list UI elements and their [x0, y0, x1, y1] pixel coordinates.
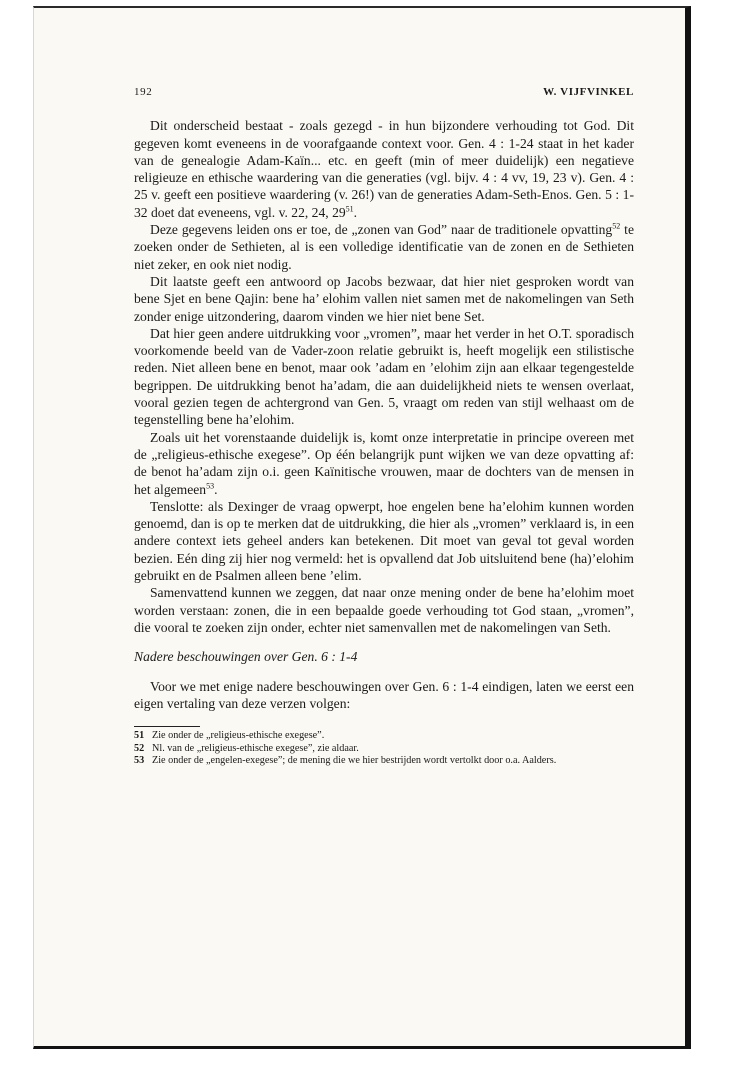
text-segment: Tenslotte: als Dexinger de vraag opwerpt, hoe engelen bene ha’elohim kunnen worden genoemd, dan is op te merken dat de uitdrukking, die hier als „vromen” verklaard is, in een andere context iets geheel anders kan betekenen. Dit moet van geval tot geval worden bezien. Eén ding zij hier nog vermeld: het is opvallend dat Job uitsluitend bene (ha)’elohim gebruikt en de Psalmen alleen bene ’elim.: [134, 498, 634, 584]
footnote: [134, 730, 634, 743]
footnote-rule: [134, 726, 200, 727]
body-paragraph: [134, 498, 634, 584]
footnote-number: 51: [134, 730, 145, 742]
body-text: [134, 117, 634, 712]
footnote-text: Zie onder de „religieus-ethische exegese”.: [152, 730, 325, 742]
footnote-number: 52: [134, 742, 145, 754]
body-paragraph: [134, 221, 634, 273]
body-paragraph: [134, 117, 634, 221]
footnotes: [134, 730, 634, 768]
footnote-reference: 53: [206, 481, 215, 490]
document-page: [134, 84, 634, 768]
footnote: [134, 755, 634, 768]
footnote-number: 53: [134, 755, 145, 767]
text-segment: Deze gegevens leiden ons er toe, de „zonen van God” naar de traditionele opvatting: [150, 222, 613, 238]
text-segment: Samenvattend kunnen we zeggen, dat naar onze mening onder de bene ha’elohim moet worden verstaan: zonen, die in een bepaalde goede verhouding tot God staan, „vromen”, die vooral te zoeken zijn onder, echter niet samenvallen met de nakomelingen van Seth.: [134, 585, 634, 635]
section-heading: [134, 648, 634, 665]
text-segment: .: [214, 481, 218, 497]
text-segment: Dat hier geen andere uitdrukking voor „vromen”, maar het verder in het O.T. sporadisch voorkomende beeld van de Vader-zoon relatie gebruikt is, heeft mogelijk een stilistische reden. Niet alleen bene en benot, maar ook ’adam en ’elohim zijn aan elkaar tegengestelde begrippen. De uitdrukking benot ha’adam, die aan duidelijkheid niets te wensen overlaat, vooral gezien tegen de achtergrond van Gen. 5, vraagt om reden van stijl welhaast om de tegenstelling bene ha’elohim.: [134, 325, 634, 428]
body-paragraph: [134, 325, 634, 429]
text-segment: Zoals uit het vorenstaande duidelijk is, komt onze interpretatie in principe overeen met de „religieus-ethische exegese”. Op één belangrijk punt wijken we van deze opvatting af: de benot ha’adam zijn o.i. geen Kaïnitische vrouwen, maar de dochters van de mensen in het algemeen: [134, 429, 634, 497]
footnote-reference: 51: [345, 204, 354, 214]
section-intro-paragraph: Voor we met enige nadere beschouwingen over Gen. 6 : 1-4 eindigen, laten we eerst een eigen vertaling van deze verzen volgen:: [134, 678, 634, 711]
text-segment: te zoeken onder de Sethieten, al is een volledige identificatie van de zonen en de Sethieten niet zeker, en ook niet nodig.: [134, 222, 634, 272]
section-heading-text: Nadere beschouwingen over Gen. 6 : 1-4: [134, 649, 358, 665]
body-paragraph: [134, 429, 634, 498]
page-number: 192: [134, 86, 153, 98]
footnote-text: Nl. van de „religieus-ethische exegese”, zie aldaar.: [152, 742, 359, 754]
text-segment: Dit onderscheid bestaat - zoals gezegd - in hun bijzondere verhouding tot God. Dit gegeven komt eveneens in de voorafgaande context voor. Gen. 4 : 1-24 staat in het kader van de genealogie Adam-Kaïn... etc. en geeft (min of meer duidelijk) een negatieve religieuze en ethische waardering van die generaties (vgl. bijv. 4 : 4 vv, 19, 23 v). Gen. 4 : 25 v. geeft een positieve waardering (v. 26!) van de generaties Adam-Seth-Enos. Gen. 5 : 1-32 doet dat eveneens, vgl. v. 22, 24, 29: [134, 118, 634, 220]
footnote-reference: 52: [612, 221, 621, 231]
footnote: [134, 743, 634, 756]
running-head: [134, 84, 634, 101]
paragraphs-container: [134, 117, 634, 636]
footnote-text: Zie onder de „engelen-exegese”; de mening die we hier bestrijden wordt vertolkt door o.a. Aalders.: [152, 755, 557, 767]
text-segment: .: [353, 204, 358, 220]
running-head-author: W. VIJFVINKEL: [543, 86, 634, 98]
text-segment: Dit laatste geeft een antwoord op Jacobs bezwaar, dat hier niet gesproken wordt van bene Sjet en bene Qajin: bene ha’ elohim vallen niet samen met de nakomelingen van Seth zonder enige uitzondering, daarom vinden we hier niet bene Set.: [134, 273, 634, 324]
body-paragraph: [134, 584, 634, 636]
body-paragraph: [134, 273, 634, 325]
